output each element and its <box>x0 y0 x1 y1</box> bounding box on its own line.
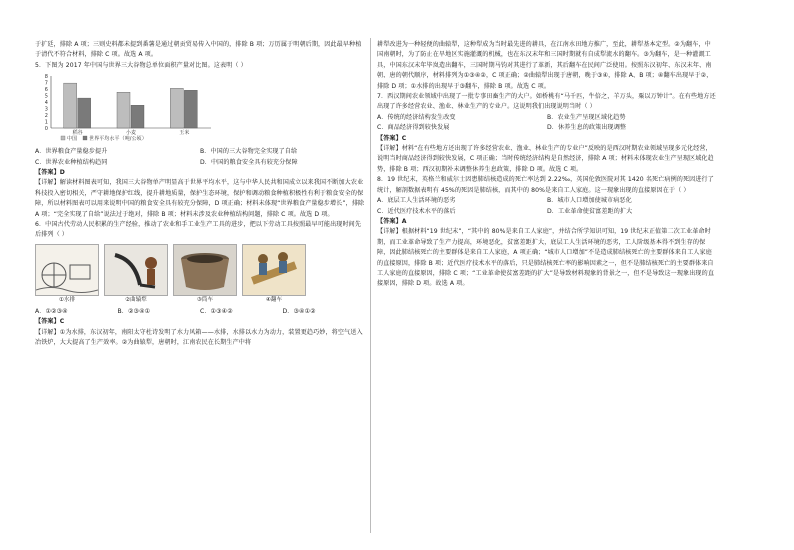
bar-world <box>78 98 91 128</box>
y-tick-label: 3 <box>44 106 48 113</box>
question-6-options <box>35 307 365 317</box>
detail-7: 【详解】材料“在有些地方还出现了许多经营农业、渔业、林业生产的专业户”反映的是西汉时期农业领域呈现多元化经营，说明当时商品经济得到较快发展，C 项正确；当时传统经济结构是自然经济，排除 A 项；材料未体现农业生产呈现区域化趋势，排除 B 项；西汉初期补未调整休养生息政策，排除 D 项。故选 C 项。 <box>377 145 714 173</box>
option-c: C．商品经济得到较快发展 <box>377 124 450 132</box>
y-tick-label: 0 <box>44 126 48 133</box>
vessel-icon <box>173 244 237 296</box>
bar-china <box>117 92 130 128</box>
option-d: D．休养生息的政策出现调整 <box>547 124 627 132</box>
answer-7: 【答案】C <box>377 134 407 142</box>
option-a: A．①②③④ <box>35 307 68 315</box>
option-d: D．③④①② <box>282 307 316 315</box>
question-5: 5．下图为 2017 年中国与世界三大谷物总单位面积产量对比图。这表明（ ） <box>35 61 247 69</box>
grain-yield-chart <box>37 73 237 145</box>
option-b: B．农业生产呈现区域化趋势 <box>547 113 626 121</box>
curved-plow-icon <box>104 244 168 296</box>
tool-pictures <box>35 244 365 305</box>
bar-world <box>131 105 144 128</box>
option-b: B．城市人口增加使城市病恶化 <box>547 197 632 205</box>
picture-caption: ③筒车 <box>196 296 214 303</box>
picture-caption: ④翻车 <box>265 296 283 303</box>
picture-curved-plow <box>104 244 168 305</box>
paragraph: 耕犁改进为一种轻便的曲辕犁，这种犁成为当时最先进的耕具，在江南水田地方推广，至此，耕犁基本定型。②为翻车，中国南朝时，为了防止在旱地区实施灌溉的机械，也在东汉末年和三国时期就有自成犁流水的翻车。③为翻车，是一种灌溉工具，中国东汉末年毕岚造出翻车，三国时期马钧对其进行了革新，其后翻车在民间广泛使用。按照东汉初年、东汉末年、南朝、唐的朝代顺序，材料排列为①③④②，C 项正确；②曲辕犁出现于唐朝，晚于③④，排除 A、B 项；④翻车出现早于②，排除 D 项；①水排的出现早于③翻车，排除 B 项。故选 C 项。 <box>377 41 713 90</box>
option-c: C．世界农业种植结构趋同 <box>35 158 108 166</box>
picture-caption: ②曲辕犁 <box>125 296 147 303</box>
answer-6: 【答案】C <box>35 318 65 326</box>
chain-pump-icon <box>242 244 306 296</box>
answer-5: 【答案】D <box>35 169 65 177</box>
y-tick-label: 7 <box>44 80 48 87</box>
water-bellows-icon <box>35 244 99 296</box>
option-a: A．世界粮食产量稳步提升 <box>35 148 108 156</box>
bar-china <box>64 83 77 128</box>
legend-label: 中国 <box>67 136 78 143</box>
option-c: C．近代医疗技术水平的落后 <box>377 207 456 215</box>
y-tick-label: 1 <box>44 119 48 126</box>
legend-label: 世界平均水平（吨/公顷） <box>89 136 147 143</box>
question-6: 6．中国古代劳动人民积累的生产经验，推动了农业和手工业生产工具的进步，把以下劳动工具按照最早可能出现时间先后排列（ ） <box>35 221 362 239</box>
bar-world <box>184 91 197 129</box>
x-tick-label: 小麦 <box>125 130 137 137</box>
option-d: D．中国的粮食安全具有较充分保障 <box>200 158 298 166</box>
question-8: 8．19 世纪末，英格兰和威尔士因患肺结核造成的死亡率达到 2.22‰，英国伦敦医院对其 1420 名死亡病例的死因进行了统计，解剖数据表明有 45%的死因是肺结核，而其中的 80%是来自工人家庭。这一现象出现的直接原因在于（ ） <box>377 176 714 194</box>
option-c: C．①③④② <box>200 307 233 315</box>
x-tick-label: 玉米 <box>179 130 190 137</box>
option-b: B．中国的三大谷物完全实现了自给 <box>200 148 298 156</box>
picture-caption: ①水排 <box>58 296 76 303</box>
option-a: A．传统的经济结构发生改变 <box>377 113 456 121</box>
column-divider <box>370 38 371 533</box>
y-tick-label: 4 <box>44 100 48 107</box>
option-b: B．②③④① <box>117 307 151 315</box>
legend-swatch <box>83 136 87 140</box>
question-7-options <box>377 113 717 134</box>
right-column <box>377 40 717 290</box>
picture-chain-pump <box>242 244 306 305</box>
option-d: D．工业革命使贫富差距的扩大 <box>547 207 633 215</box>
question-5-options <box>35 147 365 168</box>
legend-swatch <box>61 136 65 140</box>
x-tick-label: 稻谷 <box>72 130 83 137</box>
y-tick-label: 6 <box>44 87 48 94</box>
y-tick-label: 5 <box>44 93 48 100</box>
chart-svg <box>37 73 237 145</box>
y-tick-label: 8 <box>44 74 48 81</box>
answer-8: 【答案】A <box>377 217 407 225</box>
picture-water-bellows <box>35 244 99 305</box>
detail-6: 【详解】①为水排，东汉初年，南阳太守杜诗发明了水力风箱——水排，水排以水力为动力，装置更趋巧妙，将空气送入冶铁炉，大大提高了生产效率。②为曲辕犁，唐朝时，江南农民在长期生产中将 <box>35 328 363 347</box>
paragraph: 于扩廷，排除 A 项；三则史料都未提到番薯是通过朝贡贸易传入中国的，排除 B 项；万历属于明朝后期，因此最早种植于清代不符合材料，排除 C 项。故选 A 项。 <box>35 41 362 59</box>
bar-china <box>170 89 183 129</box>
y-tick-label: 2 <box>44 113 48 120</box>
question-8-options <box>377 196 717 217</box>
option-a: A．底层工人生活环境的恶劣 <box>377 197 456 205</box>
question-7: 7．西汉期间农业领域中出现了一批专事田畜生产的大户。如桥桃有“马千匹，牛倍之，羊万头，粟以万钟计”。在有些地方还出现了许多经营农业、渔业、林业生产的专业户。这说明我们出现说明当时（ ） <box>377 93 716 111</box>
picture-vessel <box>173 244 237 305</box>
left-column <box>35 40 365 349</box>
detail-8: 【详解】根据材料“19 世纪末”，“其中的 80%是来自工人家庭”，并结合所学知识可知，19 世纪末正值第二次工业革命时期，而工业革命导致了生产力提高，环境恶化，贫富差距扩大，底层工人生活环境的恶劣，工人阶级基本得不到生存的保障，因此肺结核死亡的主要群体是来自工人家庭，A 项正确；“城市人口增加”不是造成肺结核死亡的主要群体来自工人家庭的直接原因，排除 B 项；近代医疗技术水平的落后，只是肺结核死亡率的影响因素之一，但不是肺结核死亡的主要群体来自工人家庭的直接原因，排除 C 项；“工业革命使贫富差距的扩大”是导致材料现象的背景之一，但不是导致这一现象出现的直接原因，排除 D 项。故选 A 项。 <box>377 228 715 288</box>
detail-5: 【详解】解读材料图表可知，我国三大谷物单产明显高于世界平均水平，这与中华人民共和国成立以来我国不断加大农业科技投入密切相关，严守耕地保护红线，提升耕地质量，保护生态环境，保护和调动粮食种植积极性有利于粮食安全的保障，所以材料图表可以用来说明中国的粮食安全具有较充分保障，D 项正确；材料未体现“世界粮食产量稳步增长”，排除 A 项；“完全实现了自给”说法过于绝对，排除 B 项；材料未涉及农业种植结构问题，排除 C 项。故选 D 项。 <box>35 179 365 218</box>
